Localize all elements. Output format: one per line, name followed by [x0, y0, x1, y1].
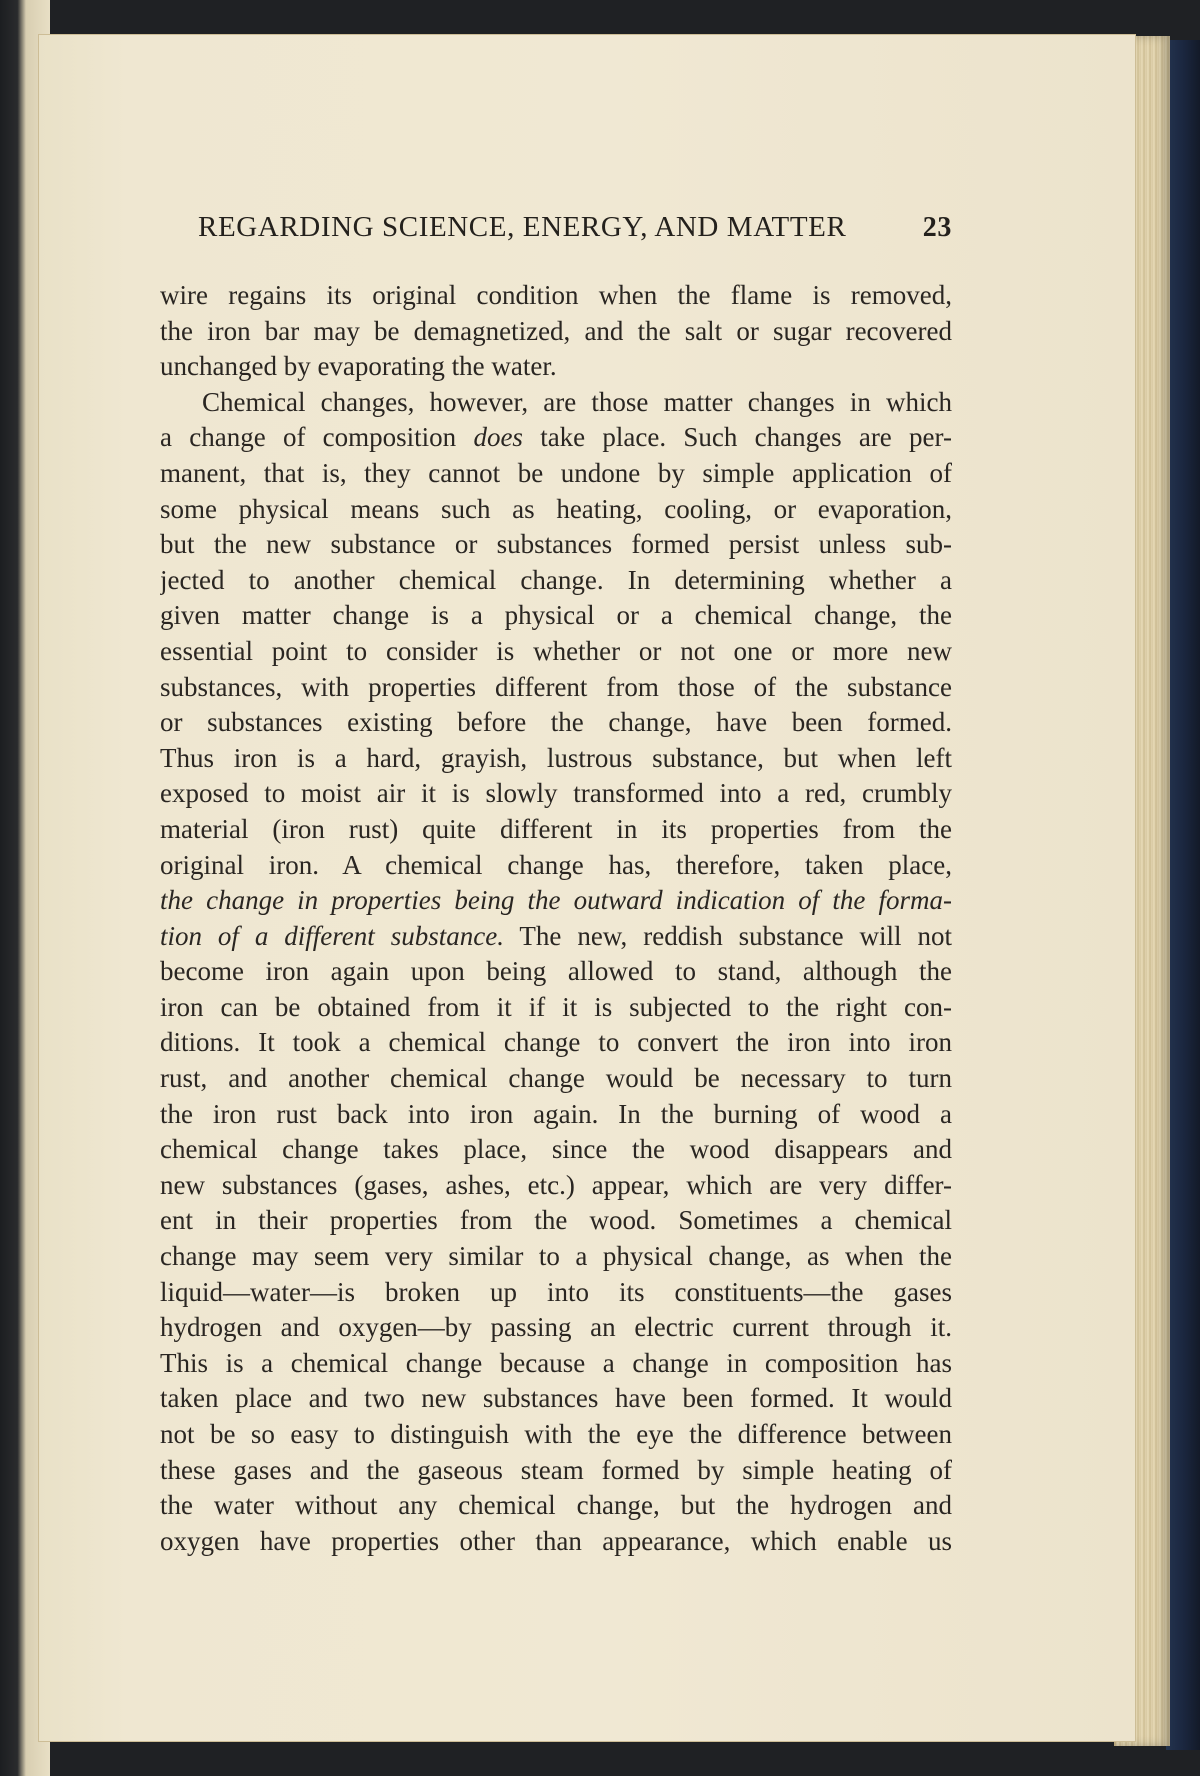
emphasis-text: the change in properties being the outward indication of the forma- [160, 885, 952, 916]
text-line: these gases and the gaseous steam formed by simple heating of [160, 1454, 952, 1485]
text-segment: The new, reddish substance will not [503, 920, 952, 951]
running-title: REGARDING SCIENCE, ENERGY, AND MATTER [198, 211, 847, 243]
text-line: given matter change is a physical or a chemical change, the [160, 600, 952, 631]
book-page [38, 34, 1136, 1742]
text-segment: take place. Such changes are per- [522, 422, 952, 453]
text-line: hydrogen and oxygen—by passing an electric current through it. [160, 1312, 952, 1343]
running-header [198, 206, 952, 248]
text-line: the water without any chemical change, but the hydrogen and [160, 1490, 952, 1521]
text-line: new substances (gases, ashes, etc.) appear, which are very differ- [160, 1169, 952, 1200]
text-line: manent, that is, they cannot be undone by simple application of [160, 457, 952, 488]
text-line: the iron rust back into iron again. In the burning of wood a [160, 1098, 952, 1129]
text-line: original iron. A chemical change has, therefore, taken place, [160, 849, 952, 880]
text-line: taken place and two new substances have been formed. It would [160, 1383, 952, 1414]
text-line [160, 420, 952, 456]
text-line: not be so easy to distinguish with the eye the difference between [160, 1419, 952, 1449]
body-text [160, 278, 952, 1559]
text-line: or substances existing before the change, have been formed. [160, 707, 952, 738]
emphasis-line [160, 883, 952, 919]
emphasis-does: does [473, 422, 523, 453]
text-line: chemical change takes place, since the wood disappears and [160, 1134, 952, 1165]
book-cover-edge [1166, 40, 1200, 1750]
text-line: substances, with properties different from those of the substance [160, 671, 952, 702]
text-line: jected to another chemical change. In determining whether a [160, 564, 952, 595]
text-line: essential point to consider is whether or not one or more new [160, 635, 952, 666]
text-line: ent in their properties from the wood. Sometimes a chemical [160, 1205, 952, 1236]
text-line: material (iron rust) quite different in its properties from the [160, 813, 952, 844]
text-line: Thus iron is a hard, grayish, lustrous substance, but when left [160, 742, 952, 773]
text-line: unchanged by evaporating the water. [160, 351, 557, 382]
text-line: wire regains its original condition when the flame is removed, [160, 280, 952, 310]
text-line: but the new substance or substances formed persist unless sub- [160, 529, 952, 560]
text-segment: a change of composition [160, 422, 474, 453]
text-line: become iron again upon being allowed to stand, although the [160, 956, 952, 987]
text-line: rust, and another chemical change would be necessary to turn [160, 1063, 952, 1094]
text-line: oxygen have properties other than appearance, which enable us [160, 1525, 952, 1556]
text-line: some physical means such as heating, cooling, or evaporation, [160, 493, 952, 524]
text-line: the iron bar may be demagnetized, and the salt or sugar recovered [160, 315, 952, 346]
text-line [160, 919, 952, 955]
text-line: change may seem very similar to a physical change, as when the [160, 1241, 952, 1272]
page-number: 23 [922, 212, 952, 243]
text-line: liquid—water—is broken up into its constituents—the gases [160, 1276, 952, 1307]
text-line: iron can be obtained from it if it is subjected to the right con- [160, 991, 952, 1022]
emphasis-text: tion of a different substance. [160, 920, 504, 951]
text-line: This is a chemical change because a change in composition has [160, 1347, 952, 1378]
text-line: exposed to moist air it is slowly transformed into a red, crumbly [160, 778, 952, 809]
paragraph-first-line: Chemical changes, however, are those matter changes in which [202, 386, 952, 417]
text-line: ditions. It took a chemical change to convert the iron into iron [160, 1027, 952, 1058]
